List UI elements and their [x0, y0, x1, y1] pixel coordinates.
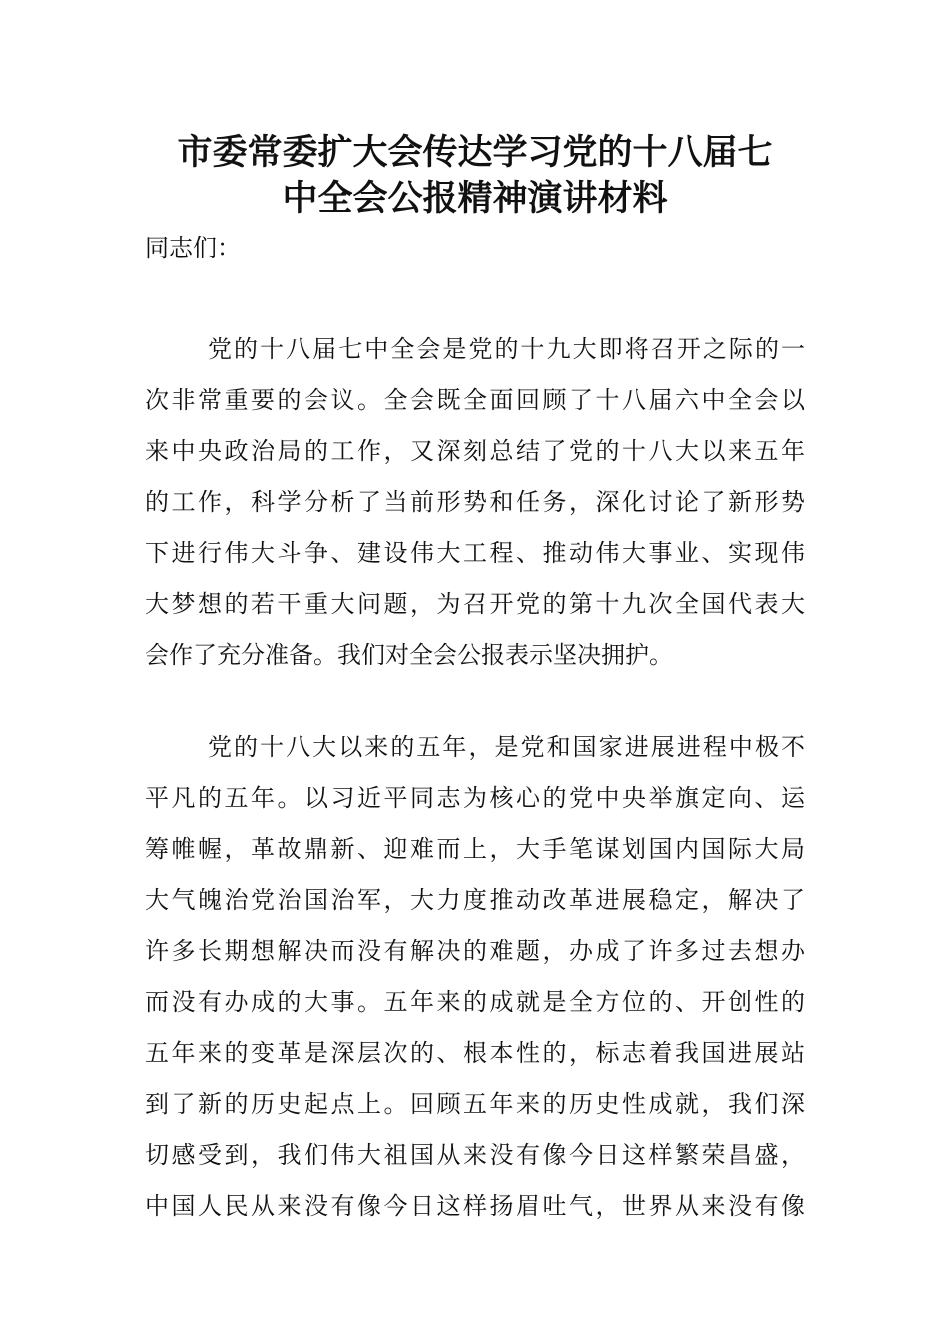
document-title-line-1: 市委常委扩大会传达学习党的十八届七: [177, 133, 773, 173]
text-line: 平凡的五年。以习近平同志为核心的党中央举旗定向、运: [145, 784, 805, 812]
text-line: 党的十八届七中全会是党的十九大即将召开之际的一: [208, 335, 805, 363]
paragraph-2: [145, 722, 805, 1232]
document-title-line-2: 中全会公报精神演讲材料: [282, 179, 668, 219]
paragraph-1: [145, 324, 805, 681]
text-line: 次非常重要的会议。全会既全面回顾了十八届六中全会以: [145, 386, 805, 414]
text-line: 而没有办成的大事。五年来的成就是全方位的、开创性的: [145, 988, 805, 1016]
text-line: 筹帷幄，革故鼎新、迎难而上，大手笔谋划国内国际大局: [145, 835, 805, 863]
text-line: 到了新的历史起点上。回顾五年来的历史性成就，我们深: [145, 1090, 805, 1118]
text-line: 切感受到，我们伟大祖国从来没有像今日这样繁荣昌盛，: [145, 1141, 805, 1169]
text-line: 会作了充分准备。我们对全会公报表示坚决拥护。: [145, 641, 673, 669]
greeting: 同志们：: [145, 234, 241, 262]
text-line: 党的十八大以来的五年，是党和国家进展进程中极不: [208, 733, 805, 761]
text-line: 大气魄治党治国治军，大力度推动改革进展稳定，解决了: [145, 886, 805, 914]
text-line: 下进行伟大斗争、建设伟大工程、推动伟大事业、实现伟: [145, 539, 805, 567]
text-line: 来中央政治局的工作，又深刻总结了党的十八大以来五年: [145, 437, 805, 465]
text-line: 许多长期想解决而没有解决的难题，办成了许多过去想办: [145, 937, 805, 965]
text-line: 五年来的变革是深层次的、根本性的，标志着我国进展站: [145, 1039, 805, 1067]
text-line: 大梦想的若干重大问题，为召开党的第十九次全国代表大: [145, 590, 805, 618]
text-line: 中国人民从来没有像今日这样扬眉吐气，世界从来没有像: [145, 1192, 805, 1220]
text-line: 的工作，科学分析了当前形势和任务，深化讨论了新形势: [145, 488, 805, 516]
